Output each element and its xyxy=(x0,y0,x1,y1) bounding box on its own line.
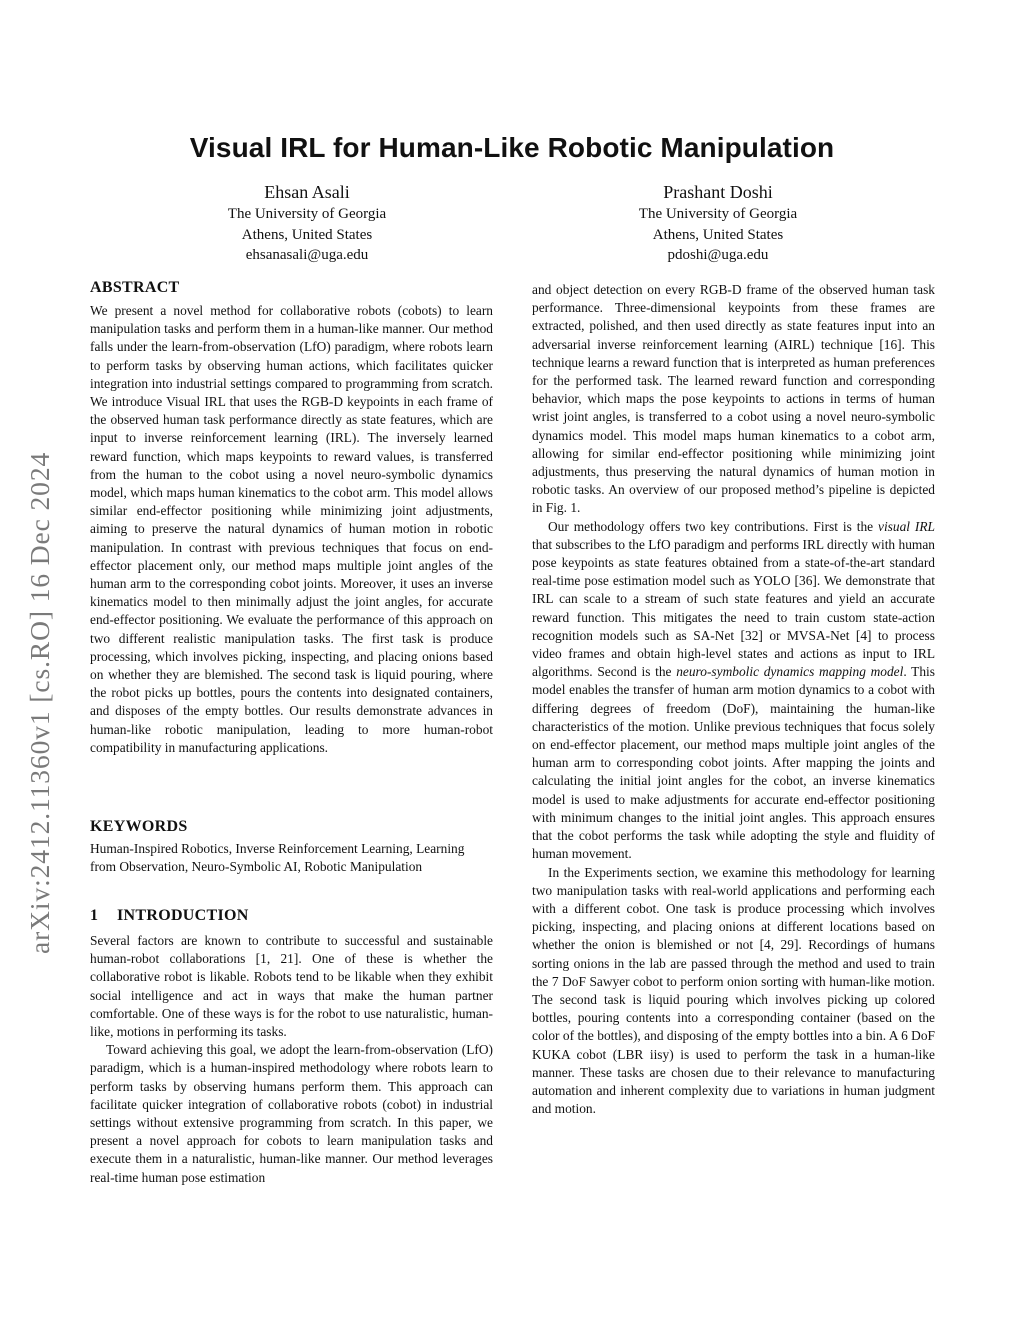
author-location: Athens, United States xyxy=(652,226,784,243)
author-block-1 xyxy=(137,180,477,266)
keywords-list: Human-Inspired Robotics, Inverse Reinforcement Learning, Learning from Observation, Neuro-Symbolic AI, Robotic Manipulation xyxy=(90,841,465,875)
author-affiliation: The University of Georgia xyxy=(638,206,798,222)
paper-title: Visual IRL for Human-Like Robotic Manipulation xyxy=(189,132,835,163)
intro-paragraph-3: and object detection on every RGB-D frame of the observed human task performance. Three-dimensional keypoints from these frames are extracted, polished, and then used directly as state features input into an adversarial inverse reinforcement learning (AIRL) technique [16]. This technique learns a reward function that is interpreted as human preferences for the performed task. The learned reward function and corresponding behavior, which maps the pose keypoints to actions in terms of human wrist joint angles, is transferred to a cobot using a novel neuro-symbolic dynamics model. This model maps human kinematics to a cobot arm, allowing for similar end-effector positioning while minimizing joint adjustments, thus preserving the natural dynamics of human motion in robotic tasks. An overview of our proposed method’s pipeline is depicted in Fig. 1. xyxy=(532,282,935,516)
emphasis-visual-irl: visual IRL xyxy=(878,518,936,534)
author-email: ehsanasali@uga.edu xyxy=(245,247,369,263)
text-span: Our methodology offers two key contributions. First is the xyxy=(548,518,879,534)
intro-paragraph-2: Toward achieving this goal, we adopt the learn-from-observation (LfO) paradigm, which is a human-inspired methodology where robots learn to perform tasks by observing humans perform them. This approach can facilitate quicker integration of collaborative robots (cobot) in industrial settings without extensive programming from scratch. In this paper, we present a novel approach for cobots to learn manipulation tasks and execute them in a naturalistic, human-like manner. Our method leverages real-time human pose estimation xyxy=(90,1042,493,1185)
introduction-heading xyxy=(90,906,249,926)
section-number: 1 xyxy=(90,907,99,924)
author-block-2 xyxy=(548,180,888,266)
keywords-text xyxy=(90,840,493,876)
abstract-text xyxy=(90,302,493,757)
intro-paragraph-5: In the Experiments section, we examine this methodology for learning two manipulation tasks with real-world applications and performing each with a different cobot. One task is produce processing which involves picking, inspecting, and placing onions at different locations based on whether the onion is blemished or not [4, 29]. Recordings of humans sorting onions in the lab are passed through the method and used to train the 7 DoF Sawyer cobot to perform onion sorting with human-like motion. The second task is liquid pouring which involves picking up colored bottles, pouring contents into a corresponding container (based on the color of the bottles), and disposing of the empty bottles into a bin. A 6 DoF KUKA cobot (LBR iisy) is used to perform the task in a human-like manner. These tasks are chosen due to their relevance to manufacturing automation and inherent complexity due to variations in human judgment and motion. xyxy=(532,864,935,1117)
text-span: that subscribes to the LfO paradigm and performs IRL directly with human pose keypoints as state features obtained from a state-of-the-art standard real-time pose estimation model such as YOLO [36]. We demonstrate that IRL can scale to a stream of such state features and yield an accurate reward function. This mitigates the need to train custom state-action recognition models such as SA-Net [32] or MVSA-Net [4] to process video frames and obtain high-level states and actions as input to IRL algorithms. Second is the xyxy=(532,536,935,680)
author-name: Prashant Doshi xyxy=(663,182,773,202)
author-affiliation: The University of Georgia xyxy=(227,206,387,222)
author-location: Athens, United States xyxy=(241,226,373,243)
text-span: . This model enables the transfer of human arm motion dynamics to a cobot with differing degrees of freedom (DoF), maintaining the human-like characteristics of the motion. Unlike previous techniques that focus solely on end-effector placement, our method maps multiple joint angles of the human arm to corresponding cobot joints. After mapping the joints and calculating the initial joint angles for the cobot, an inverse kinematics model is used to make adjustments for accurate end-effector positioning with minimum changes to the initial joint angles. This approach ensures that the cobot performs the task while adopting the style and fluidity of human movement. xyxy=(532,664,935,862)
arxiv-identifier: arXiv:2412.11360v1 [cs.RO] 16 Dec 2024 xyxy=(24,451,55,954)
author-name: Ehsan Asali xyxy=(264,182,350,202)
intro-paragraph-1: Several factors are known to contribute to successful and sustainable human-robot collaborations [1, 21]. One of these is whether the collaborative robot is likable. Robots tend to be likable when they exhibit social intelligence and act in ways that make the human partner comfortable. One of these ways is for the robot to use naturalistic, human-like, motions in performing its tasks. xyxy=(90,933,493,1040)
emphasis-dynamics-model: neuro-symbolic dynamics mapping model xyxy=(676,664,904,680)
abstract-heading: ABSTRACT xyxy=(90,279,180,296)
keywords-heading: KEYWORDS xyxy=(90,818,188,835)
abstract-paragraph: We present a novel method for collaborative robots (cobots) to learn manipulation tasks and perform them in a human-like manner. Our method falls under the learn-from-observation (LfO) paradigm, where robots learn to perform tasks by observing human actions, which facilitates quicker integration into industrial settings compared to programming from scratch. We introduce Visual IRL that uses the RGB-D keypoints in each frame of the observed human task performance directly as state features, which are input to inverse reinforcement learning (IRL). The inversely learned reward function, which maps keypoints to reward values, is transferred from the human to the cobot using a novel neuro-symbolic dynamics model, which maps human kinematics to the cobot arm. This model allows similar end-effector positioning while minimizing joint adjustments, aiming to preserve the natural dynamics of human motion in robotic manipulation. In contrast with previous techniques that focus on end-effector placement only, our method maps multiple joint angles of the human arm to the corresponding cobot joints. Moreover, it uses an inverse kinematics model to then minimally adjust the joint angles, for accurate end-effector positioning. We evaluate the performance of this approach on two different realistic manipulation tasks. The first task is produce processing, which involves picking, inspecting, and placing onions based on whether they are blemished. The second task is liquid pouring, where the robot picks up bottles, pours the contents into designated containers, and disposes of the empty bottles. Our results demonstrate advances in human-like robotic manipulation, leading to more human-robot compatibility in manufacturing applications. xyxy=(90,303,493,755)
author-email: pdoshi@uga.edu xyxy=(667,247,769,263)
introduction-right-column xyxy=(532,281,935,1118)
section-title: INTRODUCTION xyxy=(117,907,249,924)
introduction-left-column xyxy=(90,932,493,1187)
intro-paragraph-4 xyxy=(532,518,935,864)
